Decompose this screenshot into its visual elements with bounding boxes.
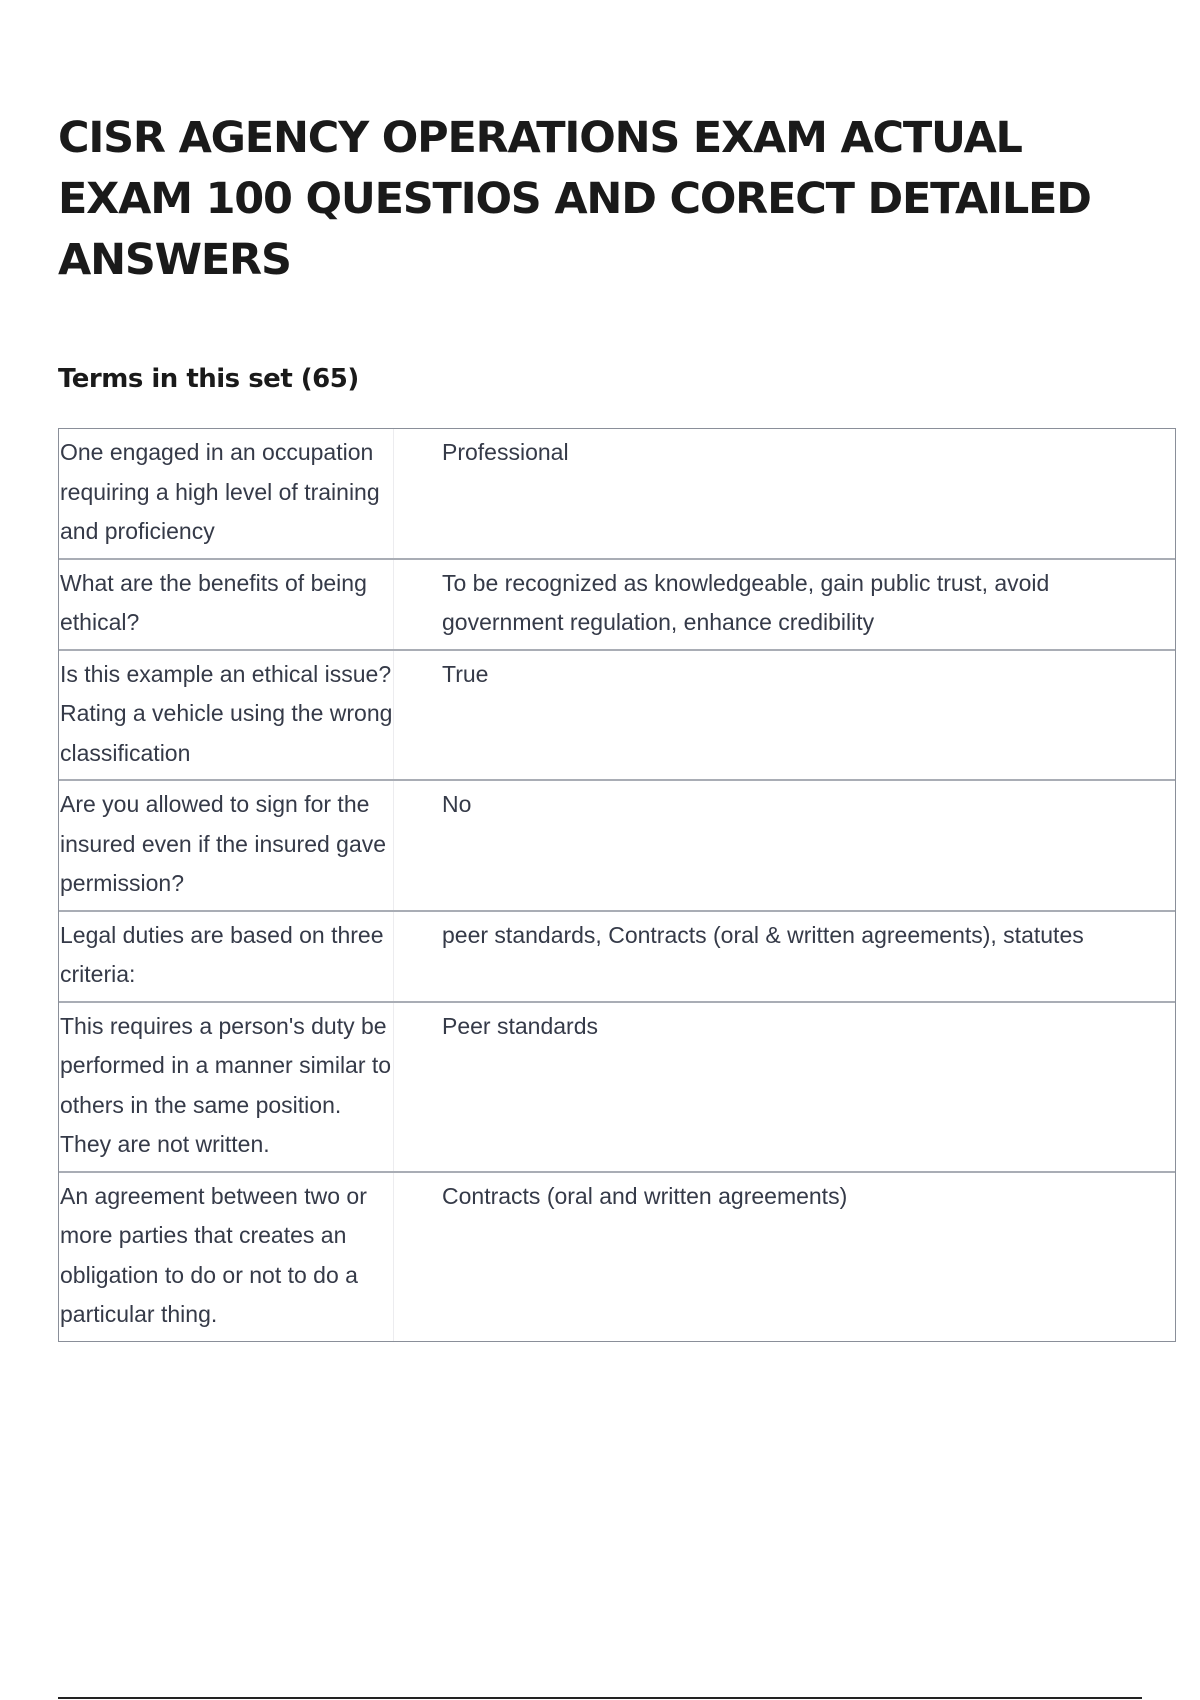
- definition-cell: No: [442, 791, 472, 817]
- bottom-divider: [58, 1697, 1142, 1699]
- definition-cell: Professional: [442, 439, 569, 465]
- table-row: [59, 910, 1175, 1001]
- definition-cell: Contracts (oral and written agreements): [442, 1182, 848, 1209]
- set-heading: Terms in this set (65): [58, 364, 359, 394]
- term-cell: Legal duties are based on three criteria:: [59, 912, 394, 1001]
- table-row: [59, 1171, 1175, 1341]
- table-row: [59, 429, 1175, 558]
- definition-cell: peer standards, Contracts (oral & written agreements), statutes: [442, 921, 1084, 948]
- term-cell: Are you allowed to sign for the insured even if the insured gave permission?: [59, 781, 394, 910]
- term-cell: What are the benefits of being ethical?: [59, 560, 394, 649]
- table-row: [59, 649, 1175, 780]
- term-cell: This requires a person's duty be performed in a manner similar to others in the same position. They are not written.: [59, 1003, 394, 1171]
- term-cell: An agreement between two or more parties that creates an obligation to do or not to do a particular thing.: [59, 1173, 394, 1341]
- table-row: [59, 1001, 1175, 1171]
- definition-cell: True: [442, 660, 489, 687]
- table-row: [59, 558, 1175, 649]
- definition-cell: To be recognized as knowledgeable, gain public trust, avoid government regulation, enhance credibility: [442, 569, 1050, 635]
- page-title: CISR AGENCY OPERATIONS EXAM ACTUAL EXAM 100 QUESTIOS AND CORECT DETAILED ANSWERS: [58, 113, 1091, 285]
- term-cell: Is this example an ethical issue? Rating a vehicle using the wrong classification: [59, 651, 394, 780]
- term-cell: One engaged in an occupation requiring a high level of training and proficiency: [59, 429, 394, 558]
- definition-cell: Peer standards: [442, 1012, 598, 1039]
- table-row: [59, 779, 1175, 910]
- terms-table: [58, 428, 1176, 1342]
